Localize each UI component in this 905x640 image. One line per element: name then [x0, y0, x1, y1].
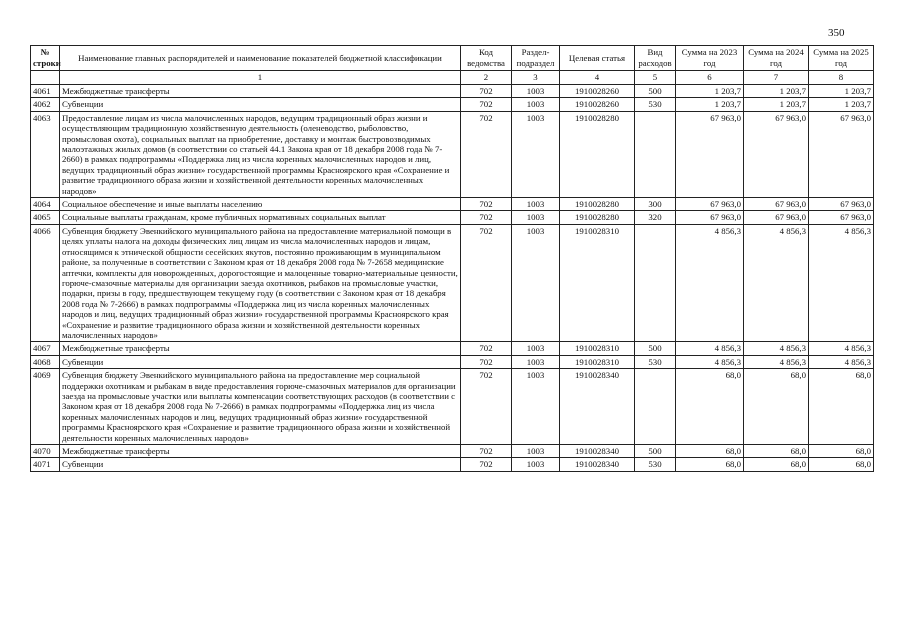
row-name: Социальные выплаты гражданам, кроме публичных нормативных социальных выплат [60, 211, 461, 224]
row-dept-code: 702 [461, 445, 512, 458]
header-sum-2025: Сумма на 2025 год [809, 46, 874, 71]
row-sum-2023: 67 963,0 [676, 198, 744, 211]
table-row [31, 98, 874, 111]
row-number: 4067 [31, 342, 60, 355]
row-sum-2024: 4 856,3 [744, 355, 809, 368]
row-sum-2025: 67 963,0 [809, 198, 874, 211]
row-dept-code: 702 [461, 369, 512, 445]
header-dept-code: Код ведомства [461, 46, 512, 71]
row-sum-2025: 68,0 [809, 445, 874, 458]
row-name: Субвенция бюджету Эвенкийского муниципального района на предоставление материальной помощи в целях уплаты налога на доходы физических лиц лицам из числа малочисленных народов и лицам, относящимся к этнической общности сесейских якутов, постоянно проживающим в муниципальном районе, за полученные в соответствии с Законом края от 18 декабря 2008 года № 7-2658 медицинские аптечки, комплекты для новорожденных, дорогостоящие и малоценные товарно-материальные ценности, горюче-смазочные материалы для организации заезда охотников, рыбаков на промысловые участки, подарки, призы в году, предшествующем текущему году (в соответствии с Законом края от 18 декабря 2008 года № 7-2666) в рамках подпрограммы «Поддержка лиц из числа коренных малочисленных народов и лиц, ведущих традиционный образ жизни» государственной программы Красноярского края «Сохранение и развитие традиционного образа жизни и хозяйственной деятельности коренных малочисленных народов» [60, 224, 461, 341]
row-name: Межбюджетные трансферты [60, 445, 461, 458]
row-dept-code: 702 [461, 98, 512, 111]
row-name: Социальное обеспечение и иные выплаты населению [60, 198, 461, 211]
row-target: 1910028340 [560, 445, 635, 458]
row-sum-2025: 4 856,3 [809, 342, 874, 355]
row-dept-code: 702 [461, 355, 512, 368]
row-section: 1003 [512, 369, 560, 445]
row-sum-2024: 68,0 [744, 458, 809, 471]
row-name: Субвенции [60, 98, 461, 111]
table-row [31, 458, 874, 471]
row-exp-type: 530 [635, 458, 676, 471]
row-target: 1910028310 [560, 355, 635, 368]
table-row [31, 342, 874, 355]
row-number: 4062 [31, 98, 60, 111]
row-exp-type: 300 [635, 198, 676, 211]
row-target: 1910028260 [560, 85, 635, 98]
row-name: Межбюджетные трансферты [60, 342, 461, 355]
row-target: 1910028280 [560, 198, 635, 211]
row-exp-type: 500 [635, 342, 676, 355]
budget-table [30, 45, 874, 472]
row-name: Субвенции [60, 355, 461, 368]
header-exp-type: Вид расходов [635, 46, 676, 71]
row-number: 4068 [31, 355, 60, 368]
column-number: 6 [676, 71, 744, 85]
row-sum-2023: 4 856,3 [676, 355, 744, 368]
row-sum-2024: 1 203,7 [744, 98, 809, 111]
row-sum-2024: 67 963,0 [744, 198, 809, 211]
row-sum-2024: 67 963,0 [744, 111, 809, 197]
row-number: 4064 [31, 198, 60, 211]
row-target: 1910028260 [560, 98, 635, 111]
row-sum-2023: 67 963,0 [676, 211, 744, 224]
row-section: 1003 [512, 111, 560, 197]
row-exp-type [635, 224, 676, 341]
row-sum-2025: 68,0 [809, 369, 874, 445]
row-sum-2024: 68,0 [744, 369, 809, 445]
row-name: Межбюджетные трансферты [60, 85, 461, 98]
row-sum-2023: 68,0 [676, 369, 744, 445]
row-exp-type: 530 [635, 98, 676, 111]
row-sum-2024: 4 856,3 [744, 224, 809, 341]
row-name: Субвенции [60, 458, 461, 471]
row-sum-2023: 4 856,3 [676, 224, 744, 341]
row-section: 1003 [512, 198, 560, 211]
row-section: 1003 [512, 85, 560, 98]
row-exp-type [635, 111, 676, 197]
row-dept-code: 702 [461, 342, 512, 355]
row-name: Субвенция бюджету Эвенкийского муниципального района на предоставление мер социальной поддержки охотникам и рыбакам в виде предоставления горюче-смазочных материалов для организации заезда на промысловые участки или выплаты компенсации соответствующих расходов (в соответствии с Законом края от 18 декабря 2008 года № 7-2666) в рамках подпрограммы «Поддержка лиц из числа коренных малочисленных народов и лиц, ведущих традиционный образ жизни» государственной программы Красноярского края «Сохранение и развитие традиционного образа жизни и хозяйственной деятельности коренных малочисленных народов» [60, 369, 461, 445]
row-target: 1910028310 [560, 342, 635, 355]
row-sum-2023: 4 856,3 [676, 342, 744, 355]
row-exp-type: 320 [635, 211, 676, 224]
row-dept-code: 702 [461, 224, 512, 341]
row-dept-code: 702 [461, 198, 512, 211]
table-row [31, 369, 874, 445]
row-section: 1003 [512, 211, 560, 224]
header-section: Раздел-подраздел [512, 46, 560, 71]
page-number: 350 [828, 27, 845, 39]
column-number: 5 [635, 71, 676, 85]
row-sum-2024: 4 856,3 [744, 342, 809, 355]
table-row [31, 445, 874, 458]
row-section: 1003 [512, 355, 560, 368]
row-exp-type [635, 369, 676, 445]
row-number: 4065 [31, 211, 60, 224]
table-row [31, 211, 874, 224]
row-sum-2024: 68,0 [744, 445, 809, 458]
column-number: 4 [560, 71, 635, 85]
table-header-row [31, 46, 874, 71]
row-target: 1910028340 [560, 458, 635, 471]
row-target: 1910028310 [560, 224, 635, 341]
row-exp-type: 530 [635, 355, 676, 368]
row-sum-2024: 1 203,7 [744, 85, 809, 98]
row-sum-2023: 1 203,7 [676, 98, 744, 111]
header-sum-2023: Сумма на 2023 год [676, 46, 744, 71]
row-section: 1003 [512, 98, 560, 111]
row-sum-2023: 68,0 [676, 445, 744, 458]
row-sum-2025: 67 963,0 [809, 211, 874, 224]
row-dept-code: 702 [461, 211, 512, 224]
row-number: 4063 [31, 111, 60, 197]
row-sum-2025: 4 856,3 [809, 224, 874, 341]
row-number: 4070 [31, 445, 60, 458]
row-name: Предоставление лицам из числа малочисленных народов, ведущим традиционный образ жизни и осуществляющим традиционную хозяйственную деятельность (оленеводство, рыболовство, промысловая охота), социальных выплат на приобретение, доставку и монтаж быстровозводимых малоэтажных жилых домов (в соответствии со статьей 44.1 Закона края от 18 декабря 2008 года № 7-2660) в рамках подпрограммы «Поддержка лиц из числа коренных малочисленных народов и лиц, ведущих традиционный образ жизни» государственной программы Красноярского края «Сохранение и развитие традиционного образа жизни и хозяйственной деятельности коренных малочисленных народов» [60, 111, 461, 197]
row-sum-2025: 1 203,7 [809, 85, 874, 98]
column-number: 2 [461, 71, 512, 85]
row-dept-code: 702 [461, 111, 512, 197]
row-exp-type: 500 [635, 85, 676, 98]
column-number: 7 [744, 71, 809, 85]
header-row-no: № строки [31, 46, 60, 71]
column-number: 3 [512, 71, 560, 85]
table-row [31, 198, 874, 211]
table-row [31, 111, 874, 197]
row-sum-2023: 1 203,7 [676, 85, 744, 98]
column-number-row [31, 71, 874, 85]
row-number: 4061 [31, 85, 60, 98]
row-sum-2025: 1 203,7 [809, 98, 874, 111]
row-sum-2023: 68,0 [676, 458, 744, 471]
header-name: Наименование главных распорядителей и наименование показателей бюджетной классификации [60, 46, 461, 71]
row-target: 1910028340 [560, 369, 635, 445]
row-dept-code: 702 [461, 458, 512, 471]
row-sum-2025: 4 856,3 [809, 355, 874, 368]
table-row [31, 355, 874, 368]
row-target: 1910028280 [560, 111, 635, 197]
row-sum-2023: 67 963,0 [676, 111, 744, 197]
row-number: 4069 [31, 369, 60, 445]
row-section: 1003 [512, 458, 560, 471]
table-row [31, 224, 874, 341]
header-target: Целевая статья [560, 46, 635, 71]
row-section: 1003 [512, 445, 560, 458]
column-number: 1 [60, 71, 461, 85]
row-sum-2025: 68,0 [809, 458, 874, 471]
row-sum-2024: 67 963,0 [744, 211, 809, 224]
column-number-blank [31, 71, 60, 85]
row-number: 4066 [31, 224, 60, 341]
row-sum-2025: 67 963,0 [809, 111, 874, 197]
column-number: 8 [809, 71, 874, 85]
row-section: 1003 [512, 224, 560, 341]
row-exp-type: 500 [635, 445, 676, 458]
table-row [31, 85, 874, 98]
header-sum-2024: Сумма на 2024 год [744, 46, 809, 71]
row-number: 4071 [31, 458, 60, 471]
row-section: 1003 [512, 342, 560, 355]
row-dept-code: 702 [461, 85, 512, 98]
row-target: 1910028280 [560, 211, 635, 224]
